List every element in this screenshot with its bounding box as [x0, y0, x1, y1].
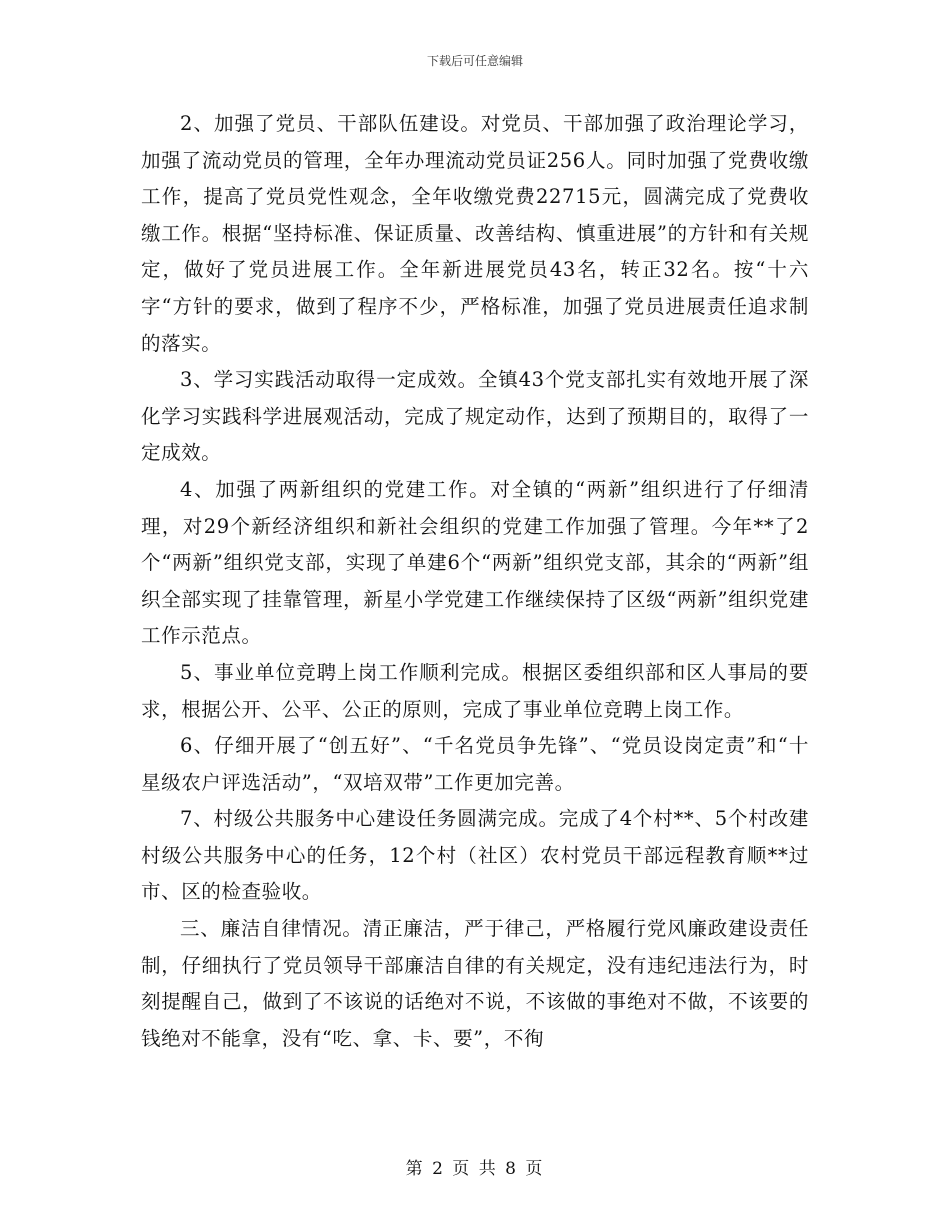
paragraph-job-competition: 5、事业单位竞聘上岗工作顺利完成。根据区委组织部和区人事局的要求，根据公开、公平、公正的原则，完成了事业单位竞聘上岗工作。 [141, 660, 809, 721]
paragraph-integrity-self-discipline: 三、廉洁自律情况。清正廉洁，严于律己，严格履行党风廉政建设责任制，仔细执行了党员领导干部廉洁自律的有关规定，没有违纪违法行为，时刻提醒自己，做到了不该说的话绝对不说，不该做的事绝对不做，不该要的钱绝对不能拿，没有“吃、拿、卡、要”，不徇 [141, 917, 809, 1050]
document-body [141, 106, 809, 1057]
page-number-footer: 第 2 页 共 8 页 [405, 1159, 545, 1179]
paragraph-public-service-center: 7、村级公共服务中心建设任务圆满完成。完成了4个村**、5个村改建村级公共服务中心的任务，12个村（社区）农村党员干部远程教育顺**过市、区的检查验收。 [141, 807, 809, 904]
page-header-note: 下载后可任意编辑 [426, 54, 523, 68]
paragraph-party-team-building: 2、加强了党员、干部队伍建设。对党员、干部加强了政治理论学习，加强了流动党员的管理，全年办理流动党员证256人。同时加强了党费收缴工作，提高了党员党性观念，全年收缴党费22715元，圆满完成了党费收缴工作。根据“坚持标准、保证质量、改善结构、慎重进展”的方针和有关规定，做好了党员进展工作。全年新进展党员43名，转正32名。按“十六字“方针的要求，做到了程序不少，严格标准，加强了党员进展责任追求制的落实。 [141, 112, 809, 355]
paragraph-two-new-organizations: 4、加强了两新组织的党建工作。对全镇的“两新”组织进行了仔细清理，对29个新经济组织和新社会组织的党建工作加强了管理。今年**了2个“两新”组织党支部，实现了单建6个“两新”组织党支部，其余的“两新”组织全部实现了挂靠管理，新星小学党建工作继续保持了区级“两新”组织党建工作示范点。 [141, 477, 809, 648]
paragraph-learning-practice: 3、学习实践活动取得一定成效。全镇43个党支部扎实有效地开展了深化学习实践科学进展观活动，完成了规定动作，达到了预期目的，取得了一定成效。 [141, 368, 809, 465]
paragraph-five-good-activities: 6、仔细开展了“创五好”、“千名党员争先锋”、“党员设岗定责”和“十星级农户评选活动”，“双培双带”工作更加完善。 [141, 734, 809, 794]
